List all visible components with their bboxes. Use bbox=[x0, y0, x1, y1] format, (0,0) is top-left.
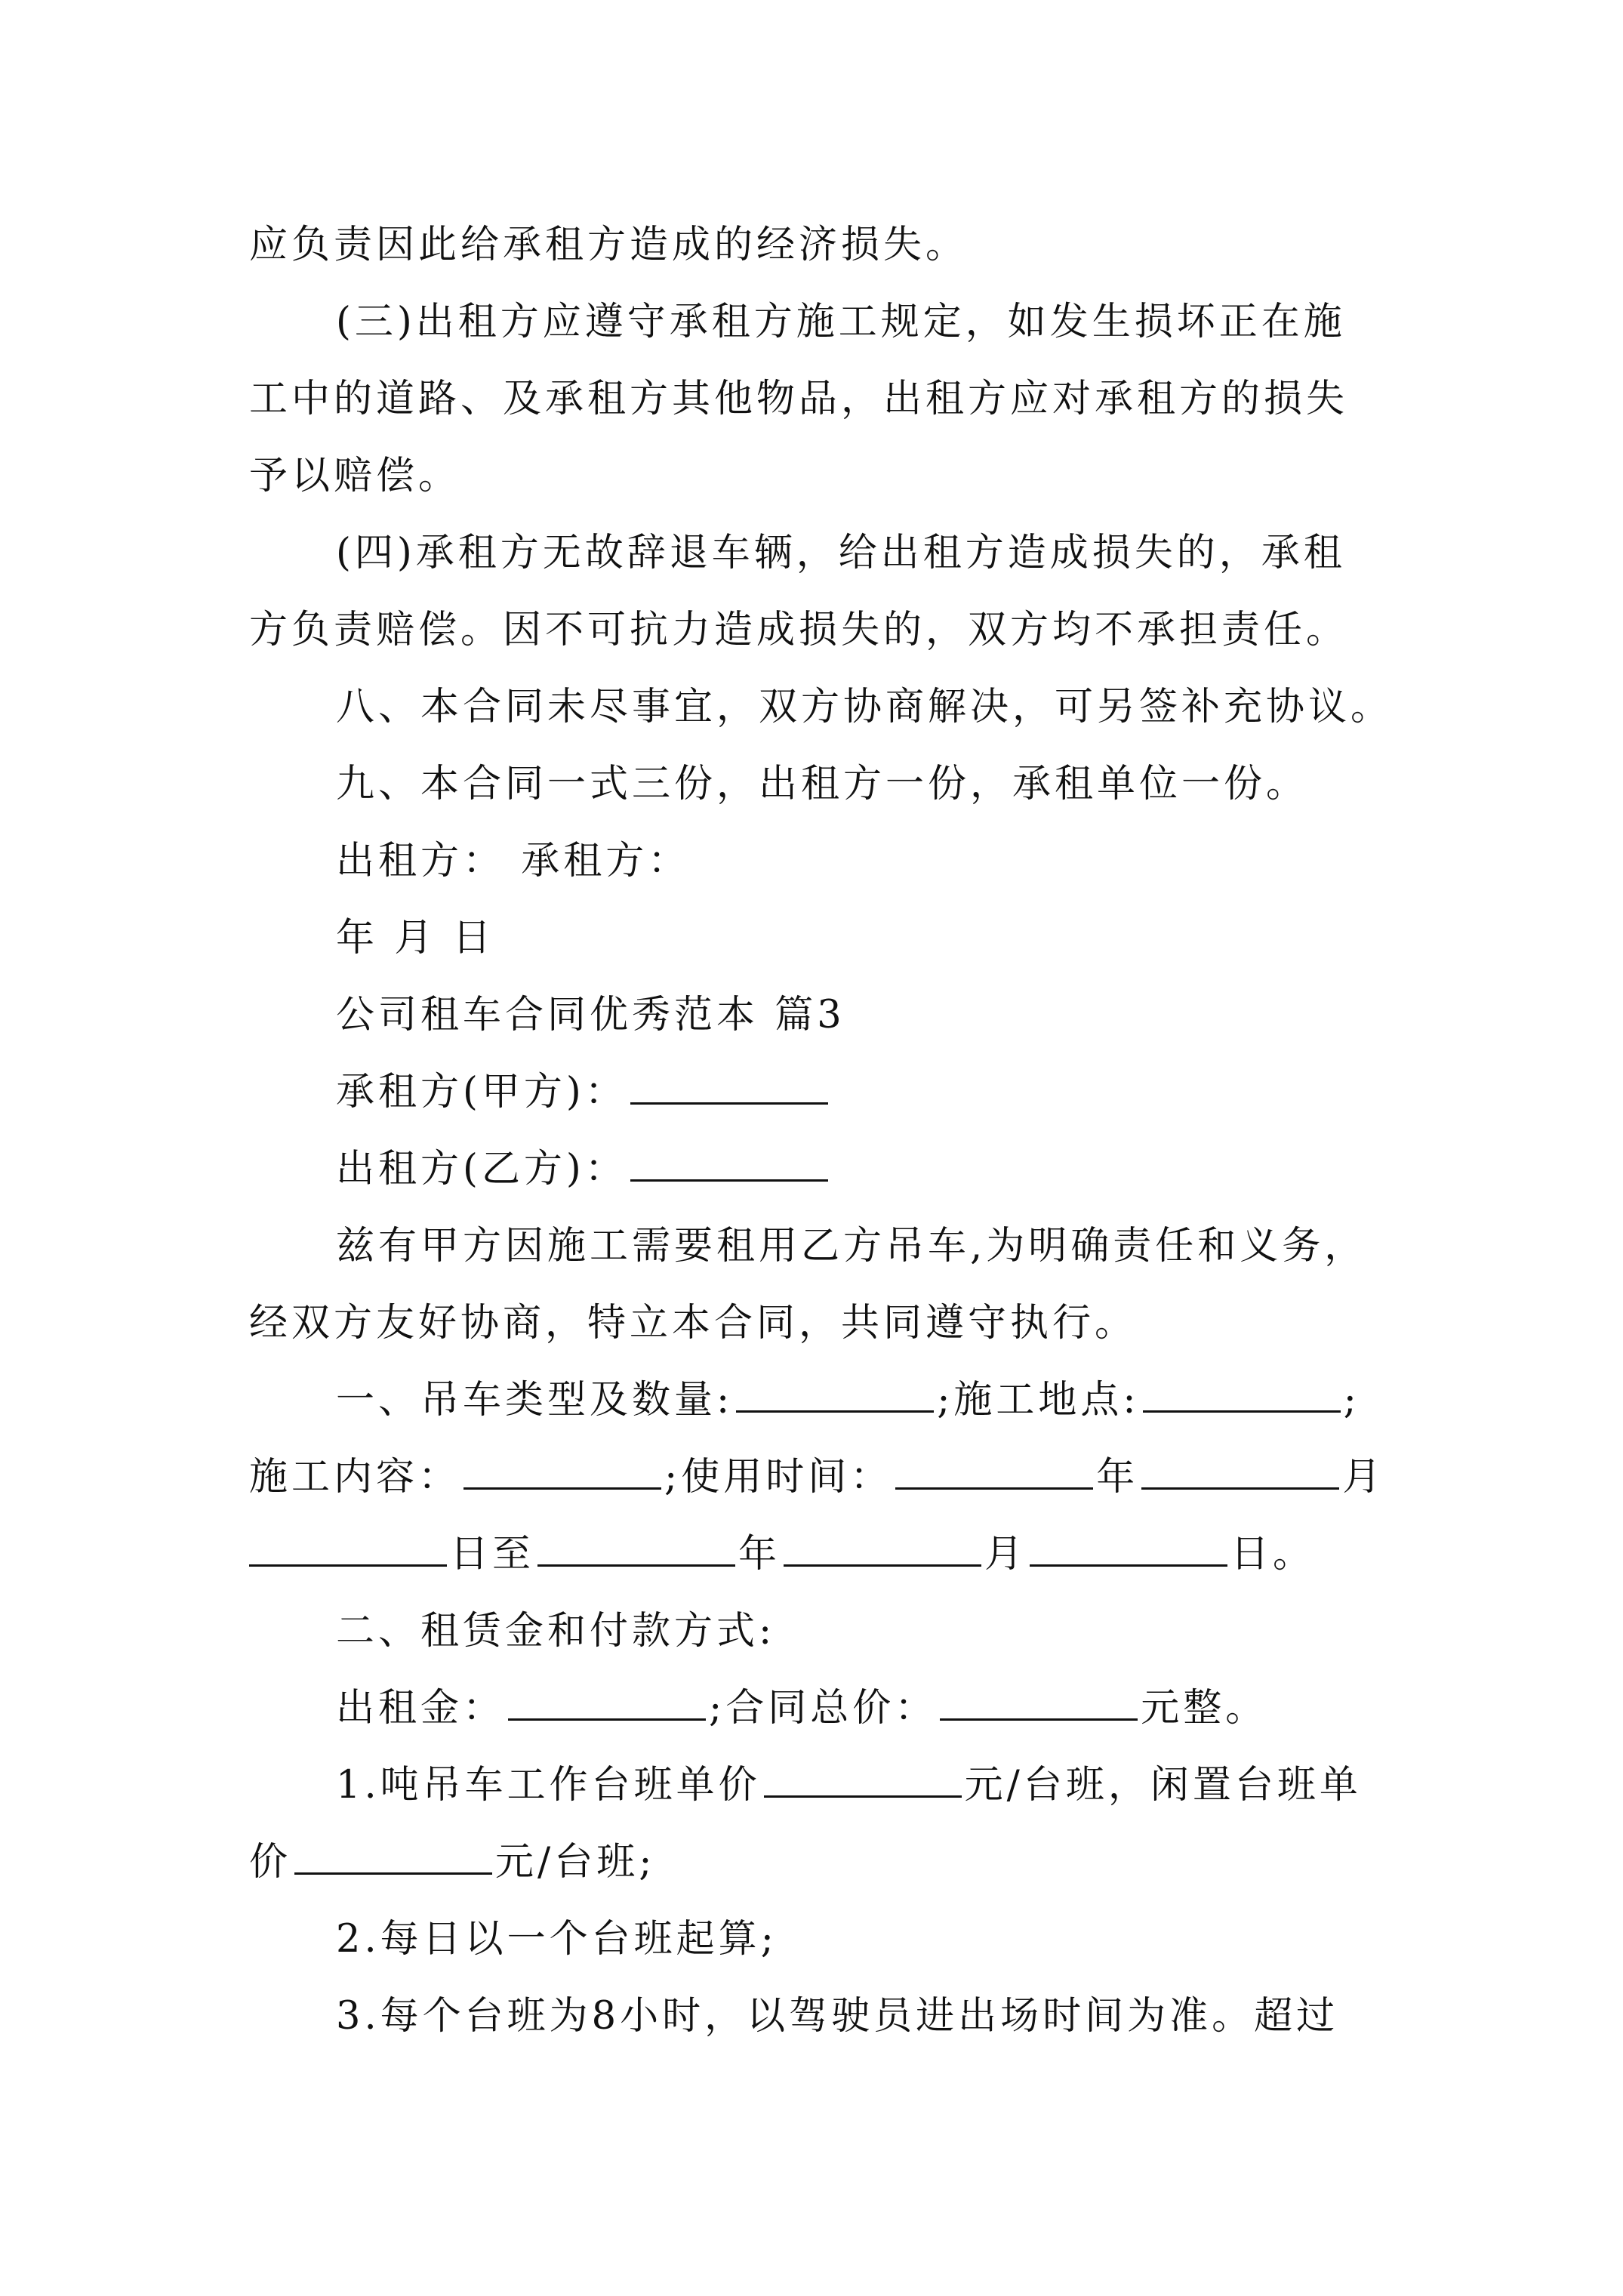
clause2: 2.每日以一个台班起算; bbox=[336, 1917, 778, 1962]
party-b-label: 出租方(乙方)： bbox=[336, 1147, 627, 1191]
punctuation: ; bbox=[1343, 1378, 1360, 1422]
fill-blank[interactable] bbox=[249, 1525, 447, 1567]
text-line: 方负责赔偿。因不可抗力造成损失的，双方均不承担责任。 bbox=[249, 608, 1349, 652]
site-label: ;施工地点: bbox=[937, 1378, 1140, 1422]
text-line: 九、本合同一式三份，出租方一份，承租单位一份。 bbox=[336, 762, 1309, 806]
fill-blank[interactable] bbox=[764, 1756, 962, 1798]
fill-blank[interactable] bbox=[895, 1448, 1093, 1490]
fill-blank[interactable] bbox=[1141, 1448, 1339, 1490]
price-label: 价 bbox=[249, 1840, 292, 1885]
time-label: ;使用时间： bbox=[664, 1455, 893, 1499]
fill-blank[interactable] bbox=[1143, 1371, 1341, 1413]
total-label: ;合同总价： bbox=[709, 1686, 938, 1730]
text-line: 兹有甲方因施工需要租用乙方吊车,为明确责任和义务， bbox=[336, 1224, 1367, 1268]
rent-label: 出租金： bbox=[336, 1686, 506, 1730]
fill-blank[interactable] bbox=[294, 1833, 492, 1875]
text-line: 经双方友好协商，特立本合同，共同遵守执行。 bbox=[249, 1301, 1138, 1345]
fill-blank[interactable] bbox=[736, 1371, 934, 1413]
month-label: 月 bbox=[1342, 1455, 1385, 1499]
clause1-line2 bbox=[249, 1832, 655, 1893]
day-to-label: 日至 bbox=[450, 1532, 535, 1576]
text-line: 应负责因此给承租方造成的经济损失。 bbox=[249, 223, 969, 267]
fill-blank[interactable] bbox=[1030, 1525, 1227, 1567]
fill-blank[interactable] bbox=[508, 1679, 706, 1721]
fill-blank[interactable] bbox=[630, 1140, 828, 1182]
clause3: 3.每个台班为8小时，以驾驶员进出场时间为准。超过 bbox=[336, 1994, 1339, 2039]
clause1-suffix: 元/台班，闲置台班单 bbox=[964, 1763, 1362, 1808]
clause1-label: 1.吨吊车工作台班单价 bbox=[336, 1763, 761, 1808]
party-a-line bbox=[336, 1062, 831, 1123]
section-heading: 公司租车合同优秀范本 篇3 bbox=[336, 993, 845, 1037]
text-line: (三)出租方应遵守承租方施工规定，如发生损坏正在施 bbox=[336, 300, 1346, 344]
yuan-label: 元整。 bbox=[1141, 1686, 1268, 1730]
rent-line bbox=[336, 1678, 1267, 1739]
text-line: 八、本合同未尽事宜，双方协商解决，可另签补充协议。 bbox=[336, 685, 1394, 729]
year-label: 年 bbox=[738, 1532, 781, 1576]
year-label: 年 bbox=[1096, 1455, 1139, 1499]
fill-blank[interactable] bbox=[940, 1679, 1138, 1721]
date-line: 年 月 日 bbox=[336, 916, 495, 960]
day-label: 日。 bbox=[1230, 1532, 1316, 1576]
fill-blank[interactable] bbox=[463, 1448, 661, 1490]
month-label: 月 bbox=[984, 1532, 1027, 1576]
fill-blank[interactable] bbox=[537, 1525, 735, 1567]
item1-label: 一、吊车类型及数量: bbox=[336, 1378, 734, 1422]
item1-line2 bbox=[249, 1447, 1384, 1508]
party-a-label: 承租方(甲方)： bbox=[336, 1070, 627, 1114]
signature-labels: 出租方： 承租方： bbox=[336, 839, 691, 883]
clause1-line bbox=[336, 1755, 1362, 1816]
item1-line3 bbox=[249, 1524, 1315, 1585]
fill-blank[interactable] bbox=[784, 1525, 981, 1567]
text-line: (四)承租方无故辞退车辆，给出租方造成损失的，承租 bbox=[336, 531, 1346, 575]
item1-line bbox=[336, 1370, 1360, 1431]
unit-label: 元/台班; bbox=[495, 1840, 656, 1885]
fill-blank[interactable] bbox=[630, 1063, 828, 1105]
party-b-line bbox=[336, 1139, 831, 1200]
content-label: 施工内容： bbox=[249, 1455, 461, 1499]
text-line: 予以赔偿。 bbox=[249, 454, 461, 498]
section2-title: 二、租赁金和付款方式: bbox=[336, 1609, 776, 1653]
text-line: 工中的道路、及承租方其他物品，出租方应对承租方的损失 bbox=[249, 377, 1349, 421]
